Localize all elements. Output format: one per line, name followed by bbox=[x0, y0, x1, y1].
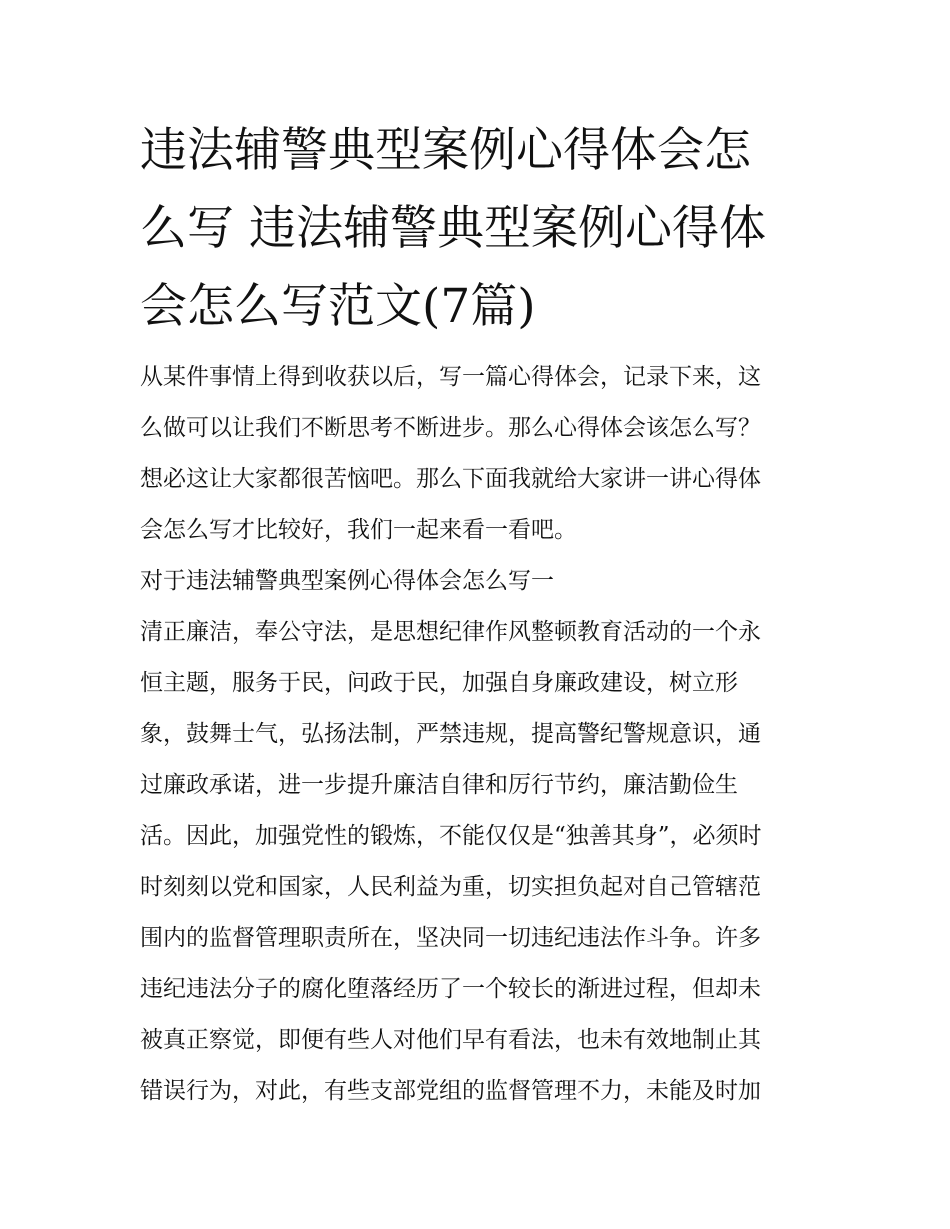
body-line: 违纪违法分子的腐化堕落经历了一个较长的渐进过程，但却未 bbox=[140, 976, 761, 1002]
body-line: 错误行为，对此，有些支部党组的监督管理不力，未能及时加 bbox=[140, 1078, 761, 1104]
intro-line: 想必这让大家都很苦恼吧。那么下面我就给大家讲一讲心得体 bbox=[140, 466, 761, 492]
title-line-1: 违法辅警典型案例心得体会怎 bbox=[140, 123, 751, 178]
intro-line: 从某件事情上得到收获以后，写一篇心得体会，记录下来，这 bbox=[140, 364, 761, 390]
intro-line: 会怎么写才比较好，我们一起来看一看吧。 bbox=[140, 517, 577, 543]
section-heading-block bbox=[140, 556, 812, 607]
document-title bbox=[140, 112, 812, 346]
title-line-3: 会怎么写范文(7篇) bbox=[140, 279, 536, 334]
body-paragraph bbox=[140, 607, 812, 1117]
title-line-2: 么写 违法辅警典型案例心得体 bbox=[140, 201, 766, 256]
body-line: 围内的监督管理职责所在，坚决同一切违纪违法作斗争。许多 bbox=[140, 925, 761, 951]
intro-line: 么做可以让我们不断思考不断进步。那么心得体会该怎么写？ bbox=[140, 415, 761, 441]
section-heading: 对于违法辅警典型案例心得体会怎么写一 bbox=[140, 568, 554, 594]
intro-paragraph bbox=[140, 352, 812, 556]
body-line: 清正廉洁，奉公守法，是思想纪律作风整顿教育活动的一个永 bbox=[140, 619, 761, 645]
body-line: 活。因此，加强党性的锻炼，不能仅仅是“独善其身”，必须时 bbox=[140, 823, 762, 849]
body-line: 被真正察觉，即便有些人对他们早有看法，也未有效地制止其 bbox=[140, 1027, 761, 1053]
body-line: 时刻刻以党和国家，人民利益为重，切实担负起对自己管辖范 bbox=[140, 874, 761, 900]
document-page bbox=[140, 112, 812, 1117]
body-line: 象，鼓舞士气，弘扬法制，严禁违规，提高警纪警规意识，通 bbox=[140, 721, 761, 747]
body-line: 恒主题，服务于民，问政于民，加强自身廉政建设，树立形 bbox=[140, 670, 738, 696]
body-line: 过廉政承诺，进一步提升廉洁自律和厉行节约，廉洁勤俭生 bbox=[140, 772, 738, 798]
